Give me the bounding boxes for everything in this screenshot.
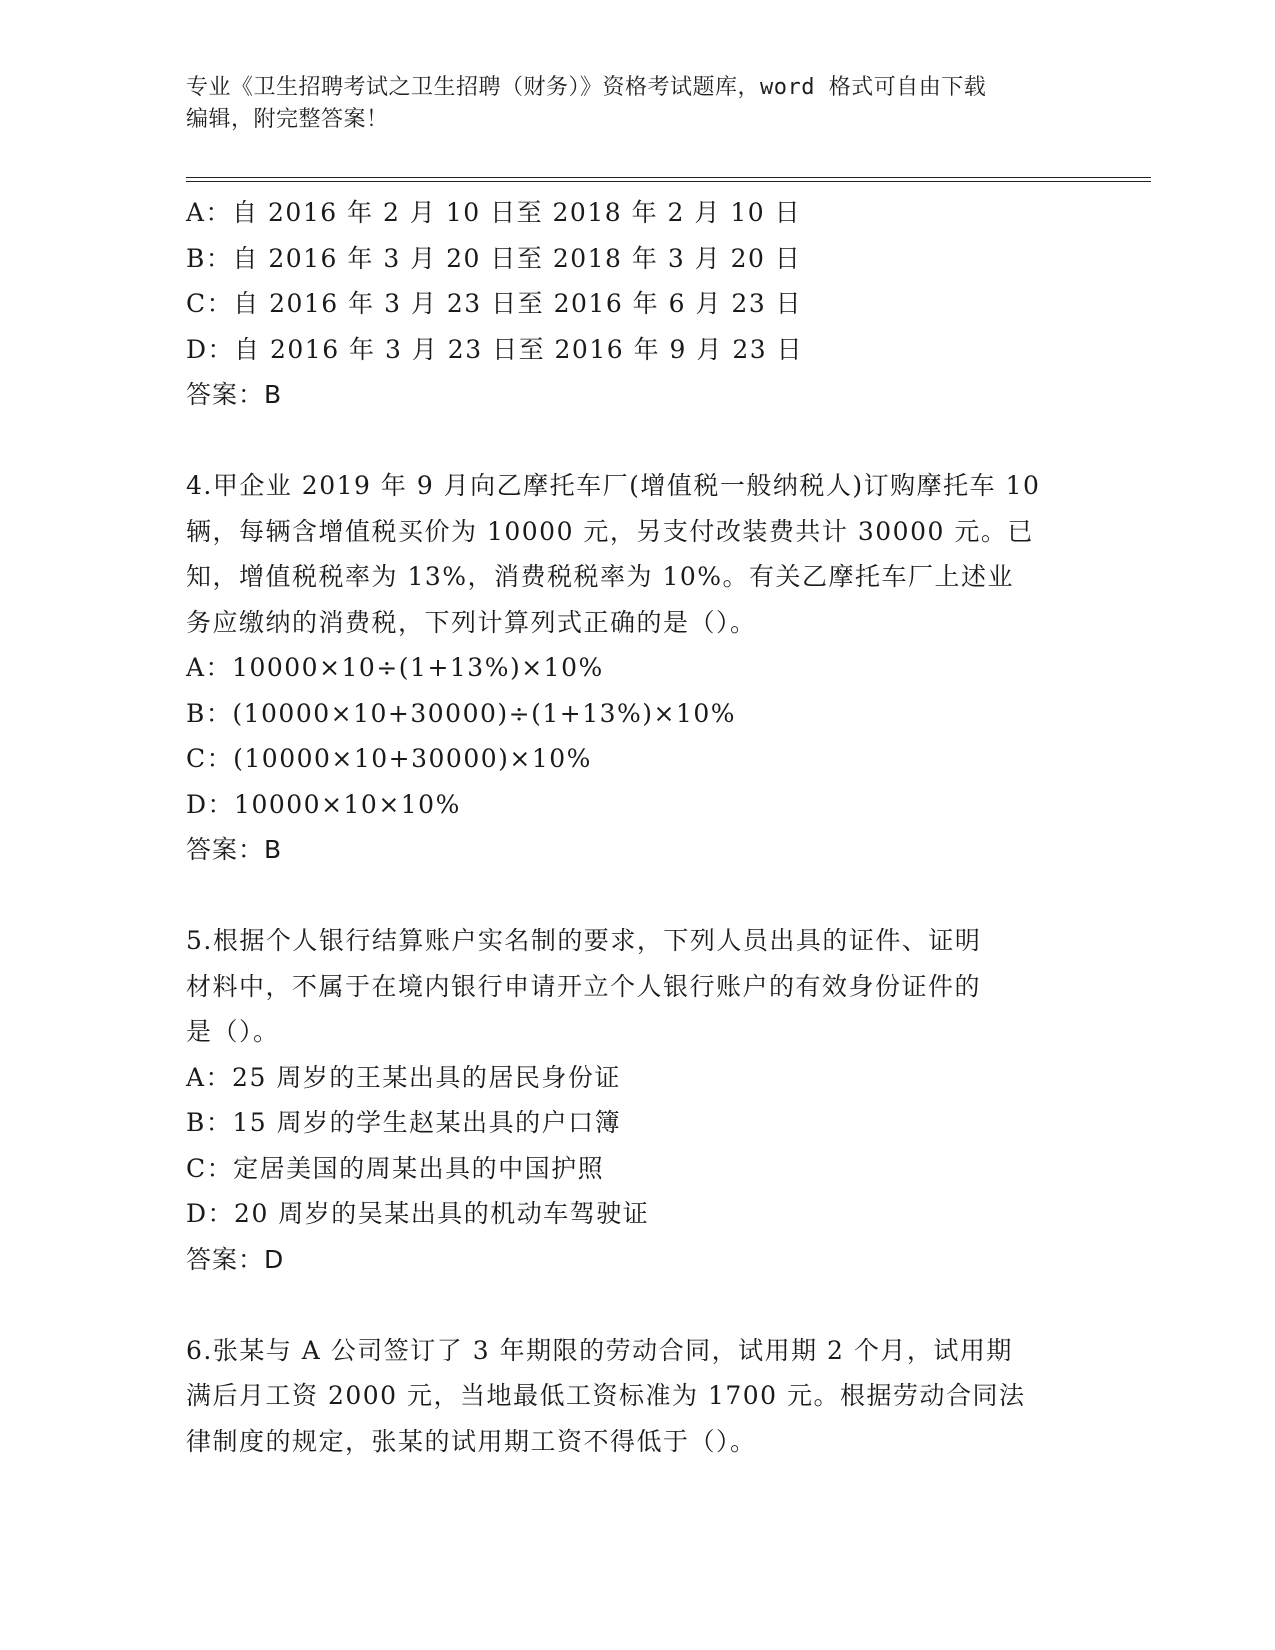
header-line-2: 编辑，附完整答案！ [186, 107, 389, 132]
question-text-line: 满后月工资 2000 元，当地最低工资标准为 1700 元。根据劳动合同法 [186, 1381, 1026, 1410]
spacer [186, 873, 1086, 919]
question-text-line: 是（）。 [186, 1017, 280, 1046]
question-text-line: 5.根据个人银行结算账户实名制的要求，下列人员出具的证件、证明 [186, 926, 982, 955]
option-d: D：自 2016 年 3 月 23 日至 2016 年 9 月 23 日 [186, 334, 804, 364]
spacer [186, 1282, 1086, 1328]
option-a: A：10000×10÷(1+13%)×10% [186, 653, 604, 682]
question-text-line: 4.甲企业 2019 年 9 月向乙摩托车厂(增值税一般纳税人)订购摩托车 10 [186, 471, 1041, 500]
question-3 [186, 190, 1086, 418]
option-b: B：(10000×10+30000)÷(1+13%)×10% [186, 698, 737, 728]
question-6 [186, 1328, 1086, 1465]
question-4 [186, 463, 1086, 873]
option-b: B：15 周岁的学生赵某出具的户口簿 [186, 1108, 622, 1137]
option-a: A：25 周岁的王某出具的居民身份证 [186, 1062, 621, 1092]
option-d: D：20 周岁的吴某出具的机动车驾驶证 [186, 1199, 650, 1228]
question-text [186, 463, 1086, 645]
document-body [186, 190, 1086, 1464]
question-5 [186, 918, 1086, 1282]
answer: 答案：B [186, 835, 283, 864]
option-c: C：自 2016 年 3 月 23 日至 2016 年 6 月 23 日 [186, 289, 803, 318]
question-text-line: 辆，每辆含增值税买价为 10000 元，另支付改装费共计 30000 元。已 [186, 516, 1034, 546]
question-text-line: 务应缴纳的消费税，下列计算列式正确的是（）。 [186, 607, 757, 637]
option-a: A：自 2016 年 2 月 10 日至 2018 年 2 月 10 日 [186, 198, 802, 227]
header-divider [186, 177, 1151, 182]
header-line-1: 专业《卫生招聘考试之卫生招聘（财务）》资格考试题库，word 格式可自由下载 [186, 75, 987, 100]
question-text-line: 律制度的规定，张某的试用期工资不得低于（）。 [186, 1426, 757, 1456]
answer: 答案：D [186, 1244, 285, 1274]
question-text [186, 918, 1086, 1055]
option-b: B：自 2016 年 3 月 20 日至 2018 年 3 月 20 日 [186, 243, 802, 273]
question-text-line: 6.张某与 A 公司签订了 3 年期限的劳动合同，试用期 2 个月，试用期 [186, 1335, 1013, 1365]
question-text-line: 材料中，不属于在境内银行申请开立个人银行账户的有效身份证件的 [186, 971, 982, 1001]
option-c: C：定居美国的周某出具的中国护照 [186, 1153, 605, 1183]
question-text [186, 1328, 1086, 1465]
option-c: C：(10000×10+30000)×10% [186, 744, 592, 773]
spacer [186, 418, 1086, 464]
question-text-line: 知，增值税税率为 13%，消费税税率为 10%。有关乙摩托车厂上述业 [186, 562, 1015, 591]
document-header [186, 72, 1066, 136]
answer: 答案：B [186, 380, 283, 409]
option-d: D：10000×10×10% [186, 789, 461, 819]
